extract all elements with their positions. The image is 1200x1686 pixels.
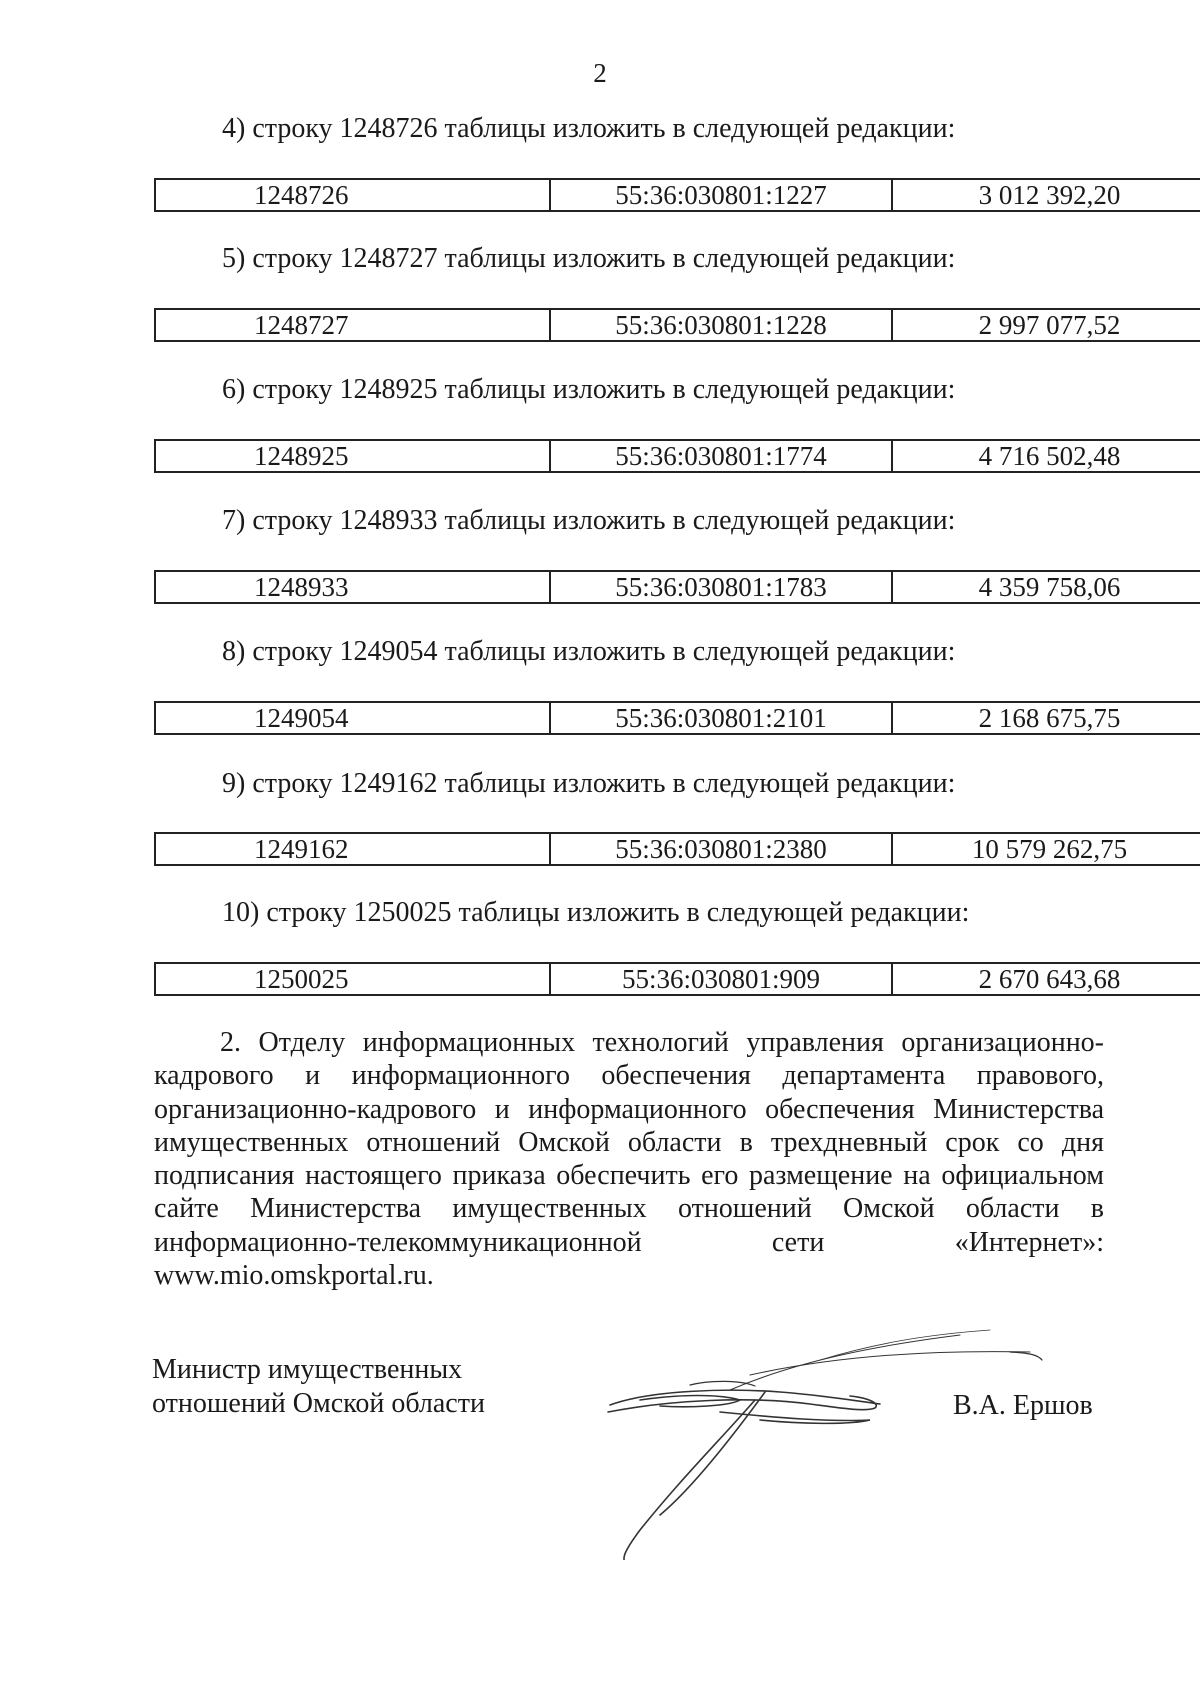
table-row-1250025 <box>154 962 1200 996</box>
signer-title-line-2: отношений Омской области <box>152 1388 485 1419</box>
table-row-1249054 <box>154 701 1200 735</box>
handwritten-signature <box>580 1300 1120 1560</box>
cadastral-value-cell: 3 012 392,20 <box>892 179 1200 211</box>
signer-title-line-1: Министр имущественных <box>152 1354 463 1385</box>
cadastral-value-cell: 4 716 502,48 <box>892 440 1200 472</box>
paragraph-2-text: 2. Отделу информационных технологий управления организационно-кадрового и информационного обеспечения департамента правового, организационно-кадрового и информационного обеспечения Министерства имущественных отношений Омской области в трехдневный срок со дня подписания настоящего приказа обеспечить его размещение на официальном сайте Министерства имущественных отношений Омской области в информационно-телекоммуникационной сети «Интернет»: www.mio.omskportal.ru. <box>154 1027 1104 1292</box>
instruction-item-5: 5) строку 1248727 таблицы изложить в следующей редакции: <box>222 243 956 274</box>
instruction-item-4: 4) строку 1248726 таблицы изложить в следующей редакции: <box>222 113 956 144</box>
cadastral-number-cell: 55:36:030801:1228 <box>550 309 892 341</box>
cadastral-value-cell: 10 579 262,75 <box>892 833 1200 865</box>
cadastral-number-cell: 55:36:030801:1227 <box>550 179 892 211</box>
cadastral-value-cell: 2 997 077,52 <box>892 309 1200 341</box>
signer-name: В.А. Ершов <box>953 1390 1093 1421</box>
row-number-cell: 1248925 <box>155 440 550 472</box>
cadastral-number-cell: 55:36:030801:2380 <box>550 833 892 865</box>
signer-title <box>152 1353 485 1421</box>
page-number: 2 <box>593 58 607 88</box>
paragraph-2 <box>154 1026 1104 1292</box>
table-row-1248925 <box>154 439 1200 473</box>
table-row-1248933 <box>154 570 1200 604</box>
row-number-cell: 1248726 <box>155 179 550 211</box>
cadastral-number-cell: 55:36:030801:2101 <box>550 702 892 734</box>
instruction-item-6: 6) строку 1248925 таблицы изложить в следующей редакции: <box>222 374 956 405</box>
table-row-1248727 <box>154 308 1200 342</box>
cadastral-value-cell: 2 168 675,75 <box>892 702 1200 734</box>
row-number-cell: 1249162 <box>155 833 550 865</box>
instruction-item-8: 8) строку 1249054 таблицы изложить в следующей редакции: <box>222 636 956 667</box>
instruction-item-9: 9) строку 1249162 таблицы изложить в следующей редакции: <box>222 768 956 799</box>
cadastral-number-cell: 55:36:030801:1783 <box>550 571 892 603</box>
instruction-item-7: 7) строку 1248933 таблицы изложить в следующей редакции: <box>222 505 956 536</box>
table-row-1248726 <box>154 178 1200 212</box>
row-number-cell: 1248727 <box>155 309 550 341</box>
cadastral-value-cell: 4 359 758,06 <box>892 571 1200 603</box>
row-number-cell: 1248933 <box>155 571 550 603</box>
row-number-cell: 1249054 <box>155 702 550 734</box>
cadastral-value-cell: 2 670 643,68 <box>892 963 1200 995</box>
row-number-cell: 1250025 <box>155 963 550 995</box>
cadastral-number-cell: 55:36:030801:1774 <box>550 440 892 472</box>
cadastral-number-cell: 55:36:030801:909 <box>550 963 892 995</box>
table-row-1249162 <box>154 832 1200 866</box>
instruction-item-10: 10) строку 1250025 таблицы изложить в следующей редакции: <box>222 897 970 928</box>
